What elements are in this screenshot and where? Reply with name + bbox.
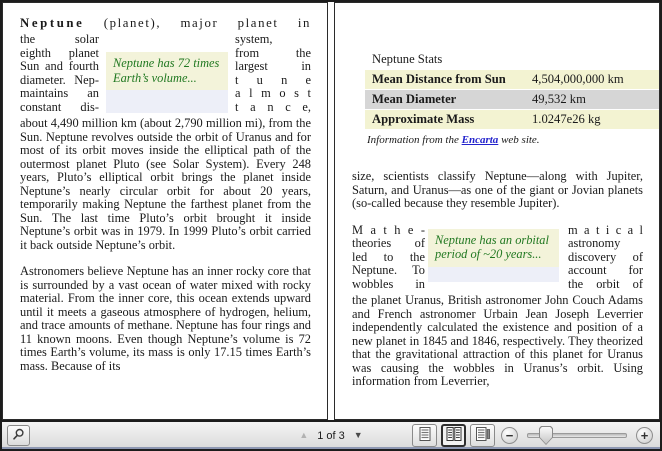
stats-label: Mean Distance from Sun bbox=[372, 72, 506, 86]
article-title bbox=[20, 16, 311, 31]
previous-page-button[interactable]: ▲ bbox=[299, 430, 309, 440]
stats-label: Approximate Mass bbox=[372, 112, 475, 126]
article-title-word: Neptune bbox=[20, 16, 85, 30]
text-line bbox=[20, 33, 311, 47]
stats-caption bbox=[365, 130, 659, 146]
caption-text: Information from the bbox=[367, 134, 462, 146]
page-navigation bbox=[299, 430, 362, 442]
paragraph-orbit: about 4,490 million km (about 2,790 million mi), from the Sun. Neptune revolves outside the orbit of Uranus and for most of its orbit moves inside the elliptical path of the outermost planet Pluto (see Solar System). Every 248 years, Pluto’s elliptical orbit brings the planet inside Neptune’s nearly circular orbit for about 20 years, temporarily making Neptune the farthest planet from the Sun. The last time Pluto’s orbit brought it inside Neptune’s orbit was in 1979. In 1999 Pluto’s orbit carried it back outside Neptune’s orbit. bbox=[20, 116, 311, 252]
text-fragment: from the bbox=[235, 46, 311, 60]
text-fragment: diameter. Nep- bbox=[20, 73, 99, 87]
text-fragment: discovery of bbox=[568, 250, 643, 264]
text-fragment: led to the bbox=[352, 250, 425, 264]
page-indicator: 1 of 3 bbox=[317, 429, 345, 442]
text-fragment: system, bbox=[235, 33, 273, 46]
text-fragment: m a t i c a l bbox=[568, 223, 643, 237]
page-left bbox=[2, 2, 328, 420]
pullquote-volume bbox=[106, 52, 228, 113]
reading-view-icon bbox=[475, 426, 491, 445]
stats-value: 1.0247e26 kg bbox=[532, 112, 601, 126]
text-fragment: the solar bbox=[20, 33, 99, 46]
one-page-view-button[interactable] bbox=[412, 424, 437, 447]
pullquote-orbital-period bbox=[428, 229, 559, 282]
stats-table-title: Neptune Stats bbox=[372, 52, 443, 66]
pullquote-text: Neptune has 72 times Earth’s volume... bbox=[106, 52, 228, 90]
wrapped-text-block-1 bbox=[20, 33, 311, 114]
zoom-slider-thumb[interactable] bbox=[539, 426, 553, 445]
search-button[interactable] bbox=[7, 425, 30, 446]
text-fragment: eighth planet bbox=[20, 46, 99, 60]
reading-view-button[interactable] bbox=[470, 424, 495, 447]
caption-text: web site. bbox=[498, 134, 540, 146]
stats-value: 4,504,000,000 km bbox=[532, 72, 624, 86]
text-fragment: the orbit of bbox=[568, 277, 643, 291]
stats-row bbox=[365, 90, 659, 110]
paragraph-structure: Astronomers believe Neptune has an inner rocky core that is surrounded by a vast ocean of water mixed with rocky material. From the inner core, this ocean extends upward until it meets a gaseous atmosphere of hydrogen, helium, and trace amounts of methane. Neptune has four rings and 11 known moons. Even though Neptune’s volume is 72 times Earth’s volume, its mass is only 17.15 times Earth’s mass. Because of its bbox=[20, 264, 311, 373]
text-fragment: Neptune. To bbox=[352, 264, 425, 277]
text-fragment: M a t h e - bbox=[352, 223, 425, 237]
two-page-view-button[interactable] bbox=[441, 424, 466, 447]
view-and-zoom-controls bbox=[412, 424, 655, 447]
text-fragment: t u n e bbox=[235, 73, 311, 87]
stats-row bbox=[365, 70, 659, 90]
wrapped-text-block-2 bbox=[352, 224, 643, 292]
one-page-view-icon bbox=[417, 426, 433, 445]
page-right bbox=[334, 2, 660, 420]
zoom-slider[interactable] bbox=[527, 425, 627, 446]
paragraph-discovery: the planet Uranus, British astronomer John Couch Adams and French astronomer Urbain Jean Joseph Leverrier independently calculated the existence and position of a new planet in 1845 and 1846, respectively. They theorized that the gravitational attraction of this planet for Uranus was causing the wobbles in Uranus’s orbit. Using information from Leverrier, bbox=[352, 293, 643, 388]
text-fragment: a l m o s t bbox=[235, 87, 311, 100]
text-fragment: t a n c e, bbox=[235, 100, 311, 114]
encarta-link[interactable]: Encarta bbox=[461, 134, 499, 146]
text-fragment: largest in bbox=[235, 60, 311, 73]
text-fragment: maintains an bbox=[20, 87, 99, 100]
text-fragment: account for bbox=[568, 264, 643, 277]
text-fragment: constant dis- bbox=[20, 100, 99, 114]
stats-table bbox=[365, 50, 659, 146]
two-page-view-icon bbox=[446, 426, 462, 445]
zoom-out-button[interactable]: − bbox=[501, 427, 518, 444]
article-title-rest: (planet), major planet in bbox=[84, 16, 311, 30]
zoom-in-button[interactable]: + bbox=[636, 427, 653, 444]
pullquote-padding bbox=[428, 267, 559, 282]
stats-value: 49,532 km bbox=[532, 92, 586, 106]
stats-row bbox=[365, 110, 659, 130]
text-fragment: Sun and fourth bbox=[20, 60, 99, 73]
pullquote-padding bbox=[106, 90, 228, 113]
stats-label: Mean Diameter bbox=[372, 92, 457, 106]
search-icon bbox=[12, 428, 25, 444]
page-spread bbox=[2, 2, 660, 420]
text-fragment: wobbles in bbox=[352, 277, 425, 291]
text-fragment: astronomy bbox=[568, 237, 621, 250]
bottom-toolbar bbox=[2, 420, 660, 449]
pullquote-text: Neptune has an orbital period of ~20 years... bbox=[428, 229, 559, 267]
zoom-slider-thumb-face bbox=[540, 427, 552, 444]
next-page-button[interactable]: ▼ bbox=[353, 430, 363, 440]
text-fragment: theories of bbox=[352, 237, 425, 250]
paragraph-classification: size, scientists classify Neptune—along with Jupiter, Saturn, and Uranus—as one of the giant or Jovian planets (so-called because they resemble Jupiter). bbox=[352, 169, 643, 210]
